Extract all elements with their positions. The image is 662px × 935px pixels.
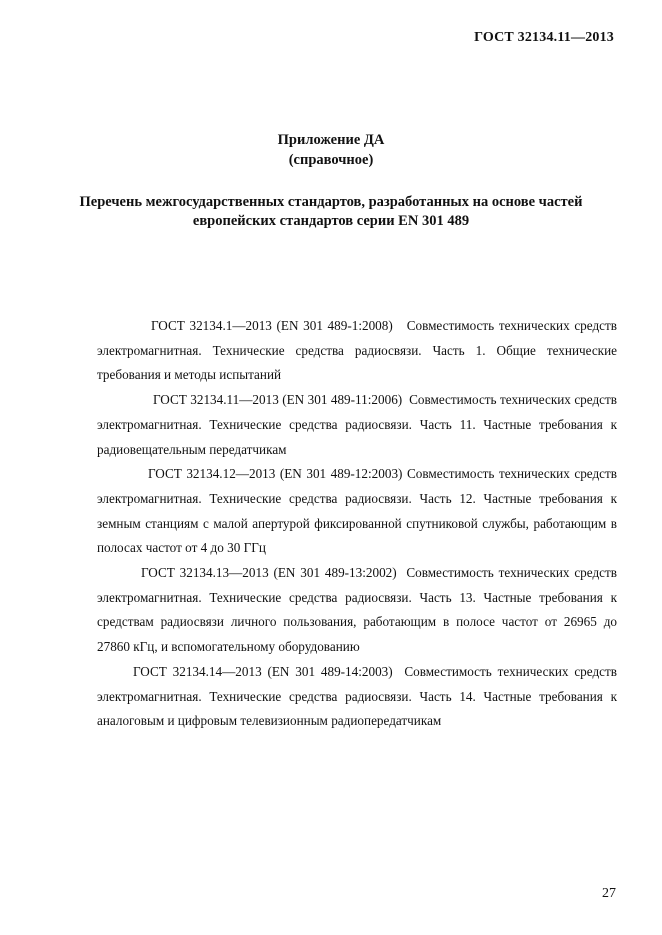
appendix-heading — [0, 130, 662, 170]
standard-code: ГОСТ 32134.13—2013 (EN 301 489-13:2002) — [141, 565, 397, 581]
list-item — [97, 388, 617, 462]
list-item — [97, 462, 617, 561]
standard-code: ГОСТ 32134.1—2013 (EN 301 489-1:2008) — [151, 318, 393, 333]
standard-description: Совместимость технических средств электромагнитная. Технические средства радиосвязи. Часть 12. Частные требования к земным станциям с малой апертурой фиксированной спутниковой службы, работающим в полосах частот от 4 до 30 ГГц — [97, 466, 618, 556]
standard-description: Совместимость технических средств электромагнитная. Технические средства радиосвязи. Часть 14. Частные требования к аналоговым и цифровым телевизионным радиопередатчикам — [97, 663, 617, 729]
list-item — [97, 561, 617, 660]
standard-code: ГОСТ 32134.11—2013 (EN 301 489-11:2006) — [153, 392, 403, 408]
standard-description: Совместимость технических средств электромагнитная. Технические средства радиосвязи. Часть 13. Частные требования к средствам радиосвязи личного пользования, работающим в полосе частот от 26965 до 27860 кГц, и вспомогательному оборудованию — [97, 565, 617, 655]
standards-list — [97, 314, 617, 734]
standards-list-title: Перечень межгосударственных стандартов, разработанных на основе частей европейских стандартов серии EN 301 489 — [79, 194, 583, 229]
appendix-title: Приложение ДА — [277, 132, 385, 148]
standard-code: ГОСТ 32134.14—2013 (EN 301 489-14:2003) — [133, 663, 393, 679]
standard-description: Совместимость технических средств электромагнитная. Технические средства радиосвязи. Часть 11. Частные требования к радиовещательным передатчикам — [97, 392, 618, 457]
document-code-header: ГОСТ 32134.11—2013 — [474, 30, 614, 45]
standard-code: ГОСТ 32134.12—2013 (EN 301 489-12:2003) — [148, 466, 403, 482]
page-number: 27 — [602, 886, 616, 901]
standard-description: Совместимость технических средств электромагнитная. Технические средства радиосвязи. Часть 1. Общие технические требования и методы испытаний — [97, 318, 618, 383]
list-item — [97, 660, 617, 734]
appendix-subtitle: (справочное) — [288, 152, 374, 168]
list-item — [97, 314, 617, 388]
